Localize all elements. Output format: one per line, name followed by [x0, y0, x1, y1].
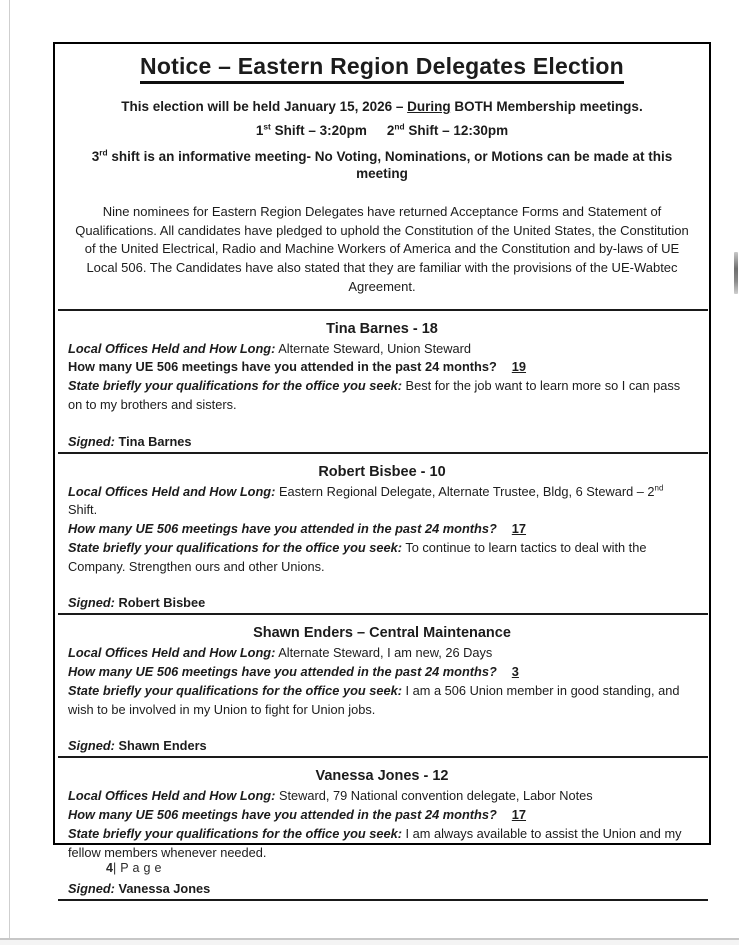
offices-line [68, 483, 696, 521]
candidate-name: Tina Barnes - 18 [326, 320, 438, 337]
meetings-answer: 17 [511, 807, 527, 823]
offices-ordinal: nd [654, 483, 664, 493]
offices-label: Local Offices Held and How Long: [68, 788, 276, 804]
offices-label: Local Offices Held and How Long: [68, 340, 276, 356]
first-shift-time [256, 123, 367, 138]
qualifications-line [68, 682, 696, 720]
page-title [68, 53, 696, 84]
signed-line [68, 580, 696, 613]
section-divider [58, 309, 708, 311]
page-title-text: Notice – Eastern Region Delegates Election [140, 53, 624, 84]
offices-label: Local Offices Held and How Long: [68, 483, 276, 499]
offices-line [68, 340, 696, 359]
offices-value: Eastern Regional Delegate, Alternate Trustee, Bldg, 6 Steward – 2 [278, 483, 655, 499]
offices-value: Alternate Steward, I am new, 26 Days [278, 645, 493, 661]
first-shift-ordinal: st [263, 121, 271, 132]
second-shift-text: Shift – 12:30pm [404, 123, 509, 138]
candidate-section-vanessa-jones [68, 767, 696, 901]
page-number-suffix: |Page [112, 861, 166, 875]
meetings-line [68, 663, 696, 682]
scan-bottom-edge [0, 938, 739, 945]
meetings-answer: 3 [511, 664, 519, 680]
signed-name: Robert Bisbee [118, 595, 206, 611]
election-date-pre: This election will be held January 15, 2026 – [121, 99, 408, 114]
candidate-section-shawn-enders [68, 624, 696, 758]
third-shift-text: shift is an informative meeting- No Voting, Nominations, or Motions can be made at this meeting [107, 149, 673, 181]
qualifications-value: I am a 506 Union member in good standing, and wish to be involved in my Union to fight for Union jobs. [68, 682, 680, 717]
third-shift-num: 3 [91, 149, 100, 164]
section-divider [58, 452, 708, 454]
meetings-label: How many UE 506 meetings have you attended in the past 24 months? [68, 521, 497, 537]
offices-label: Local Offices Held and How Long: [68, 645, 276, 661]
signed-label: Signed: [68, 738, 115, 754]
shift-times-line [68, 122, 696, 139]
second-shift-num: 2 [386, 123, 395, 138]
first-shift-num: 1 [255, 123, 264, 138]
candidate-name: Shawn Enders – Central Maintenance [253, 625, 511, 642]
scan-edge-line [9, 0, 10, 938]
meetings-line [68, 806, 696, 825]
intro-paragraph: Nine nominees for Eastern Region Delegates have returned Acceptance Forms and Statement of Qualifications. All candidates have pledged to uphold the Constitution of the United States, the Constitution of the United Electrical, Radio and Machine Workers of America and the Constitution and by-laws of UE Local 506. The Candidates have also stated that they are familiar with the provisions of the UE-Wabtec Agreement. [75, 204, 689, 294]
qualifications-label: State briefly your qualifications for the office you seek: [68, 825, 402, 841]
election-date-post: BOTH Membership meetings. [450, 99, 643, 114]
page-number: 4 [106, 861, 113, 875]
qualifications-line [68, 539, 696, 577]
candidate-section-robert-bisbee [68, 463, 696, 616]
meetings-label: How many UE 506 meetings have you attended in the past 24 months? [68, 359, 497, 375]
meetings-label: How many UE 506 meetings have you attended in the past 24 months? [68, 664, 497, 680]
qualifications-line [68, 825, 696, 863]
qualifications-label: State briefly your qualifications for the office you seek: [68, 682, 402, 698]
signed-label: Signed: [68, 433, 115, 449]
offices-line [68, 787, 696, 806]
signed-name: Vanessa Jones [118, 881, 211, 897]
meetings-line [68, 358, 696, 377]
qualifications-value: I am always available to assist the Union and my fellow members whenever needed. [68, 825, 682, 860]
candidate-name: Robert Bisbee - 10 [318, 463, 446, 480]
signed-label: Signed: [68, 881, 115, 897]
second-shift-time [387, 123, 508, 138]
first-shift-text: Shift – 3:20pm [270, 123, 367, 138]
scan-artifact [734, 252, 738, 294]
meetings-answer: 19 [511, 359, 527, 375]
section-divider [58, 613, 708, 615]
signed-line [68, 419, 696, 452]
election-date-line [68, 98, 696, 115]
qualifications-line [68, 377, 696, 415]
meetings-line [68, 520, 696, 539]
second-shift-ordinal: nd [394, 121, 405, 132]
meetings-answer: 17 [511, 521, 527, 537]
qualifications-value: Best for the job want to learn more so I can pass on to my brothers and sisters. [68, 378, 681, 412]
signed-name: Shawn Enders [118, 738, 207, 754]
signed-label: Signed: [68, 595, 115, 611]
offices-value: Steward, 79 National convention delegate, Labor Notes [278, 788, 593, 804]
offices-value: Alternate Steward, Union Steward [278, 340, 471, 356]
page-number-footer [106, 861, 165, 875]
qualifications-label: State briefly your qualifications for the office you seek: [68, 378, 402, 394]
third-shift-note [68, 148, 696, 182]
section-divider [58, 899, 708, 901]
signed-line [68, 723, 696, 756]
third-shift-ordinal: rd [99, 147, 108, 158]
section-divider [58, 756, 708, 758]
signed-name: Tina Barnes [118, 433, 192, 449]
offices-line [68, 644, 696, 663]
candidate-name: Vanessa Jones - 12 [315, 768, 449, 785]
qualifications-value: To continue to learn tactics to deal with the Company. Strengthen ours and other Unions. [68, 539, 647, 574]
election-date-underlined: During [407, 99, 451, 114]
offices-value-end: Shift. [68, 502, 98, 518]
qualifications-label: State briefly your qualifications for the office you seek: [68, 539, 402, 555]
candidate-section-tina-barnes [68, 320, 696, 454]
meetings-label: How many UE 506 meetings have you attended in the past 24 months? [68, 807, 497, 823]
